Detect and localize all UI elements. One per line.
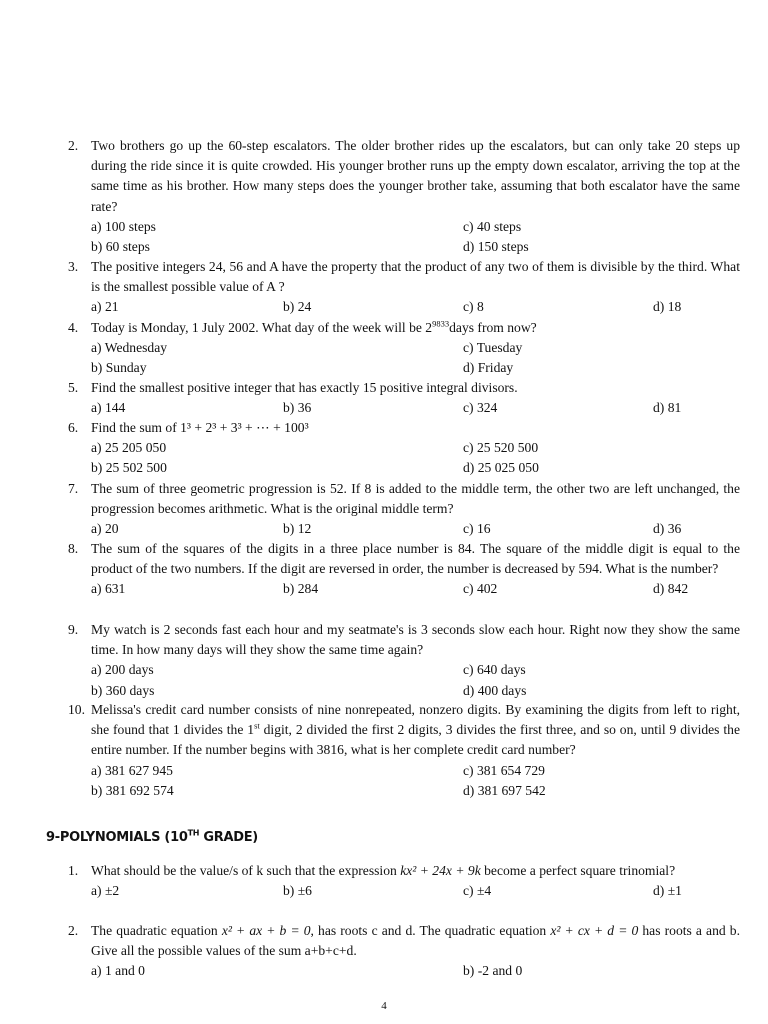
options-row [91,781,740,801]
option-c: c) ±4 [463,883,492,899]
text-part: digit, 2 divided the first 2 digits, 3 divides the first three, and so on, until 9 divides the entire number. If the number begins with 3816, what is her complete credit card number? [91,722,740,758]
question-4 [68,318,740,379]
options-row [91,358,740,378]
option-b: b) 60 steps [91,239,150,254]
option-a: a) 631 [91,581,126,597]
question-text: The sum of three geometric progression is 52. If 8 is added to the middle term, the other two are left unchanged, the progression becomes arithmetic. What is the original middle term? [91,481,740,517]
options-row [91,961,740,981]
page-number: 4 [381,1000,387,1012]
option-b: b) 36 [283,400,312,416]
options-row [91,438,740,458]
option-b: b) -2 and 0 [463,963,523,979]
option-b: b) 360 days [91,682,155,698]
text-part: The quadratic equation [91,923,222,938]
question-text: My watch is 2 seconds fast each hour and my seatmate's is 3 seconds slow each hour. Right now they show the same time. In how many days will they show the same time again? [91,622,740,658]
question-number: 6. [68,420,79,435]
option-d: d) 25 025 050 [463,460,539,476]
option-b: b) 25 502 500 [91,460,167,476]
option-a: a) 200 days [91,662,154,678]
option-c: c) 40 steps [463,218,522,234]
heading-text: 9-POLYNOMIALS (10 [46,830,188,845]
option-b: b) ±6 [283,883,312,899]
option-d: d) ±1 [653,883,682,899]
option-c: c) 8 [463,299,484,315]
question-2 [68,136,740,257]
option-d: d) 842 [653,581,689,597]
question-9 [68,620,740,701]
question-number: 2. [68,923,79,938]
heading-text: GRADE) [199,830,258,845]
text-part: Today is Monday, 1 July 2002. What day of the week will be 2 [91,320,433,335]
option-a: a) 1 and 0 [91,963,145,979]
question-text: Find the sum of 1³ + 2³ + 3³ + ⋯ + 100³ [91,420,309,435]
options-row [91,237,740,257]
superscript: st [254,720,260,731]
question-number: 8. [68,541,79,556]
option-c: c) Tuesday [463,340,523,356]
option-b: b) Sunday [91,360,147,376]
question-number: 5. [68,380,79,395]
text-part: Melissa's credit card number consists of nine nonrepeated, nonzero digits. By examining the digits from left to right, she found that 1 divides the 1 [91,702,740,738]
option-a: a) 21 [91,299,119,315]
options-row [91,519,740,539]
question-10 [68,700,740,801]
option-d: d) 381 697 542 [463,782,546,798]
question-8 [68,539,740,600]
text-part: What should be the value/s of k such that the expression [91,863,401,878]
question-number: 10. [68,702,85,717]
option-a: a) ±2 [91,883,120,899]
text-part: days from now? [449,320,537,335]
options-row [91,881,740,901]
question-text: The sum of the squares of the digits in a three place number is 84. The square of the middle digit is equal to the product of the two numbers. If the digit are reversed in order, the number is decreased by 594. What is the number? [91,541,740,577]
option-b: b) 381 692 574 [91,782,174,798]
options-row [91,660,740,680]
exponent: 9833 [432,318,450,329]
option-a: a) 144 [91,400,126,416]
option-c: c) 402 [463,581,498,597]
option-d: d) 81 [653,400,682,416]
option-c: c) 324 [463,400,498,416]
question-text: The positive integers 24, 56 and A have the property that the product of any two of them is divisible by the third. What is the smallest possible value of A ? [91,259,740,295]
text-part: has roots a and b. Give all the possible values of the sum a+b+c+d. [91,923,740,959]
text-part: , has roots c and d. The quadratic equation [310,923,551,938]
poly-question-1 [68,861,740,901]
question-number: 1. [68,863,79,878]
options-row [91,338,740,358]
question-3 [68,257,740,318]
options-row [91,681,740,701]
question-7 [68,479,740,540]
option-d: d) 400 days [463,682,527,698]
option-a: a) 25 205 050 [91,440,167,456]
option-c: c) 16 [463,521,491,537]
question-number: 4. [68,320,79,335]
option-b: b) 12 [283,521,312,537]
options-row [91,398,740,418]
option-a: a) 381 627 945 [91,762,173,778]
question-text [91,921,740,961]
option-c: c) 640 days [463,662,526,678]
option-d: d) 18 [653,299,682,315]
question-text [91,861,740,881]
section-heading [46,830,258,845]
option-b: b) 284 [283,581,319,597]
option-d: d) 36 [653,521,682,537]
question-text: Two brothers go up the 60-step escalators. The older brother rides up the escalators, but can only take 20 steps up during the ride since it is quite crowded. His younger brother runs up the empty down escalator, arriving the top at the same time as his brother. How many steps does the younger brother take, assuming that both escalator have the same rate? [91,138,740,214]
math-expression: x² + ax + b = 0 [221,923,311,938]
option-d: d) Friday [463,360,514,376]
question-number: 7. [68,481,79,496]
question-text [91,700,740,761]
question-number: 3. [68,259,79,274]
options-row [91,579,740,599]
question-text: Find the smallest positive integer that has exactly 15 positive integral divisors. [91,380,518,395]
options-row [91,217,740,237]
options-row [91,761,740,781]
question-6 [68,418,740,479]
option-a: a) 20 [91,521,119,537]
question-number: 2. [68,138,79,153]
math-expression: x² + cx + d = 0 [550,923,639,938]
math-expression: kx² + 24x + 9k [400,863,481,878]
option-c: c) 381 654 729 [463,762,545,778]
option-b: b) 24 [283,299,312,315]
question-number: 9. [68,622,79,637]
option-a: a) 100 steps [91,218,156,234]
text-part: become a perfect square trinomial? [480,863,676,878]
options-row [91,297,740,317]
poly-question-2 [68,921,740,982]
question-text [91,318,740,338]
option-d: d) 150 steps [463,239,529,254]
option-c: c) 25 520 500 [463,440,539,456]
question-5 [68,378,740,418]
options-row [91,458,740,478]
heading-superscript: TH [187,828,200,838]
option-a: a) Wednesday [91,340,168,356]
